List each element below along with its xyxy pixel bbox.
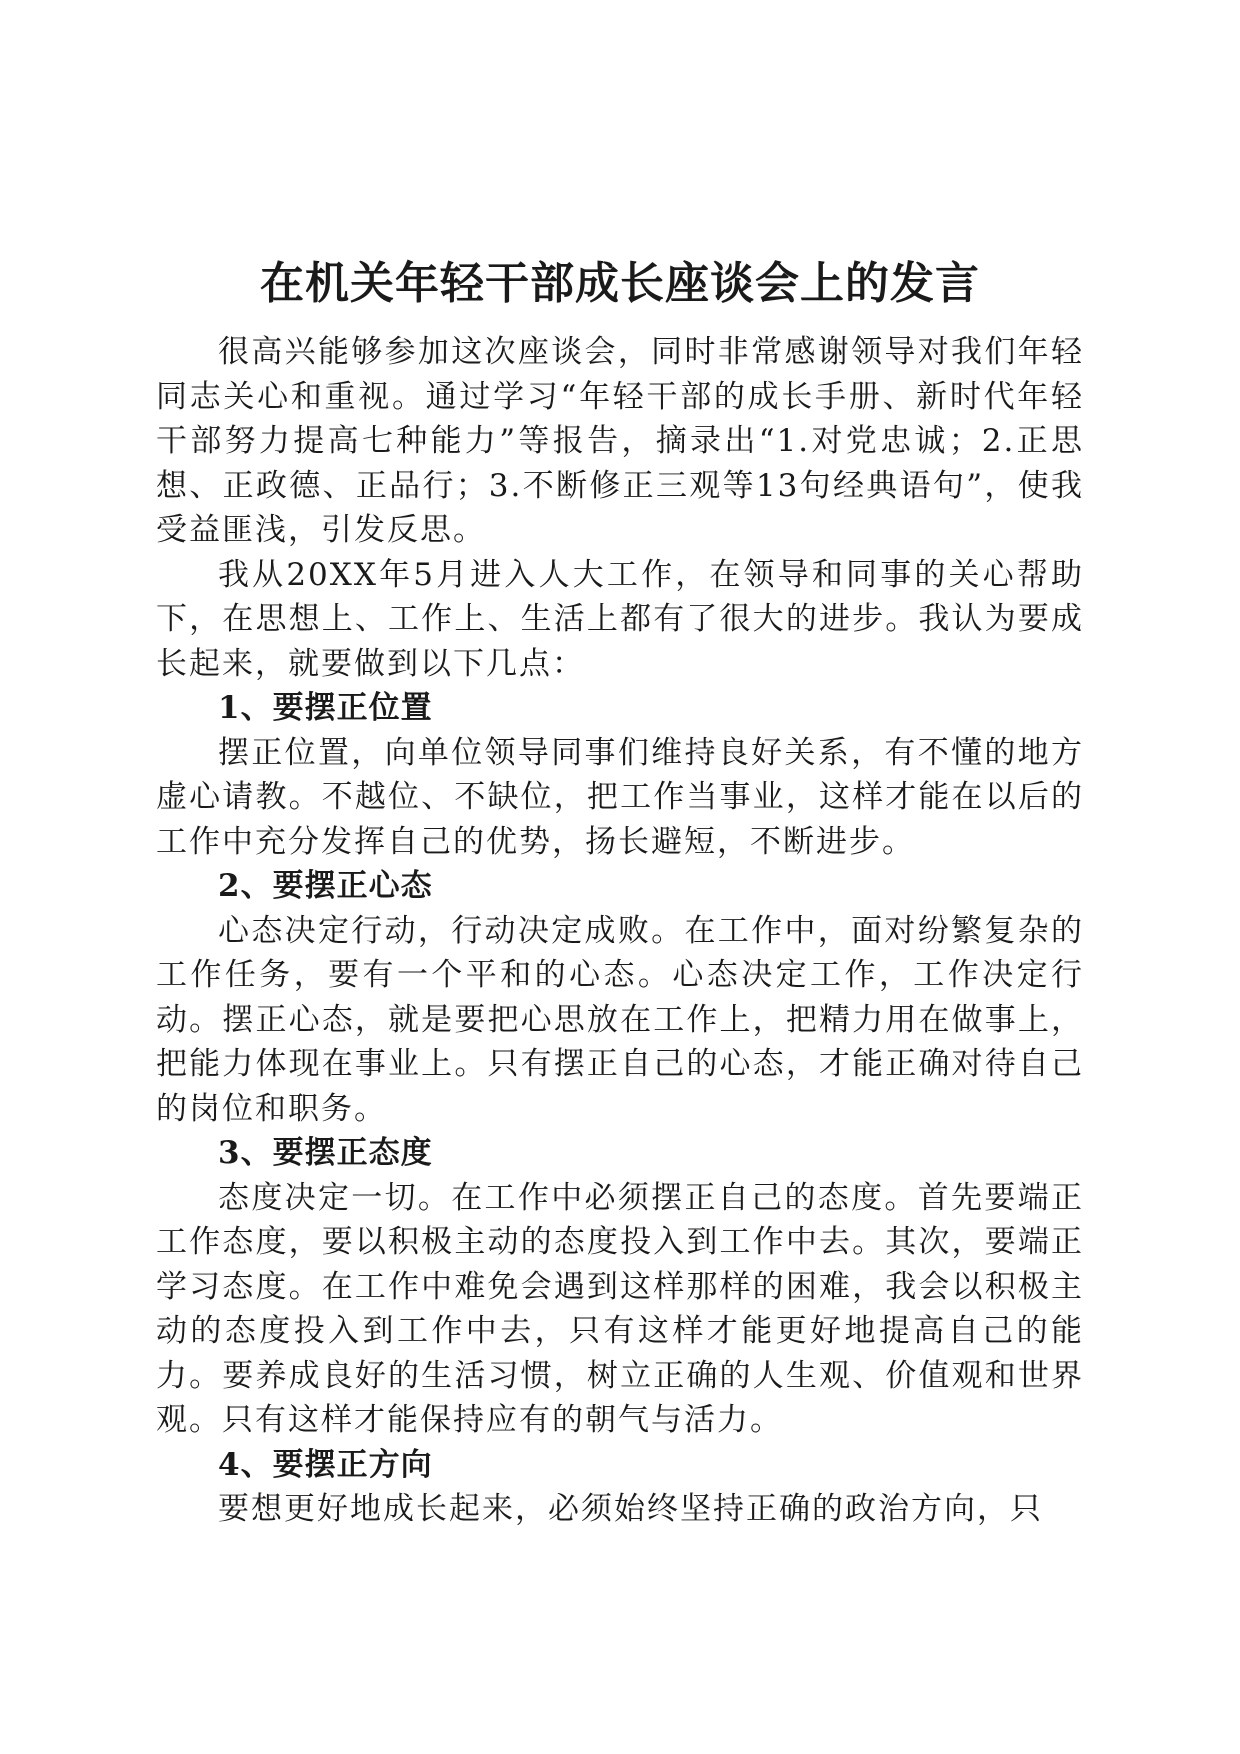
section-heading: 3、要摆正态度 bbox=[218, 1135, 433, 1171]
section-paragraph: 态度决定一切。在工作中必须摆正自己的态度。首先要端正工作态度，要以积极主动的态度投入到工作中去。其次，要端正学习态度。在工作中难免会遇到这样那样的困难，我会以积极主动的态度投入到工作中去，只有这样才能更好地提高自己的能力。要养成良好的生活习惯，树立正确的人生观、价值观和世界观。只有这样才能保持应有的朝气与活力。 bbox=[156, 1179, 1084, 1438]
section-heading: 2、要摆正心态 bbox=[218, 868, 433, 904]
document-page bbox=[156, 252, 1084, 1532]
section-paragraph: 心态决定行动，行动决定成败。在工作中，面对纷繁复杂的工作任务，要有一个平和的心态。心态决定工作，工作决定行动。摆正心态，就是要把心思放在工作上，把精力用在做事上，把能力体现在事业上。只有摆正自己的心态，才能正确对待自己的岗位和职务。 bbox=[156, 912, 1084, 1127]
intro-paragraph: 很高兴能够参加这次座谈会，同时非常感谢领导对我们年轻同志关心和重视。通过学习“年轻干部的成长手册、新时代年轻干部努力提高七种能力”等报告，摘录出“1.对党忠诚；2.正思想、正政德、正品行；3.不断修正三观等13句经典语句”，使我受益匪浅，引发反思。 bbox=[156, 334, 1084, 548]
section-heading: 1、要摆正位置 bbox=[218, 690, 433, 726]
section-paragraph: 要想更好地成长起来，必须始终坚持正确的政治方向，只 bbox=[218, 1491, 1043, 1527]
document-title: 在机关年轻干部成长座谈会上的发言 bbox=[260, 258, 980, 309]
section-heading: 4、要摆正方向 bbox=[218, 1446, 433, 1483]
section-paragraph: 摆正位置，向单位领导同事们维持良好关系，有不懂的地方虚心请教。不越位、不缺位，把工作当事业，这样才能在以后的工作中充分发挥自己的优势，扬长避短，不断进步。 bbox=[156, 734, 1084, 860]
intro-paragraph: 我从20XX年5月进入人大工作，在领导和同事的关心帮助下，在思想上、工作上、生活上都有了很大的进步。我认为要成长起来，就要做到以下几点： bbox=[156, 556, 1084, 682]
